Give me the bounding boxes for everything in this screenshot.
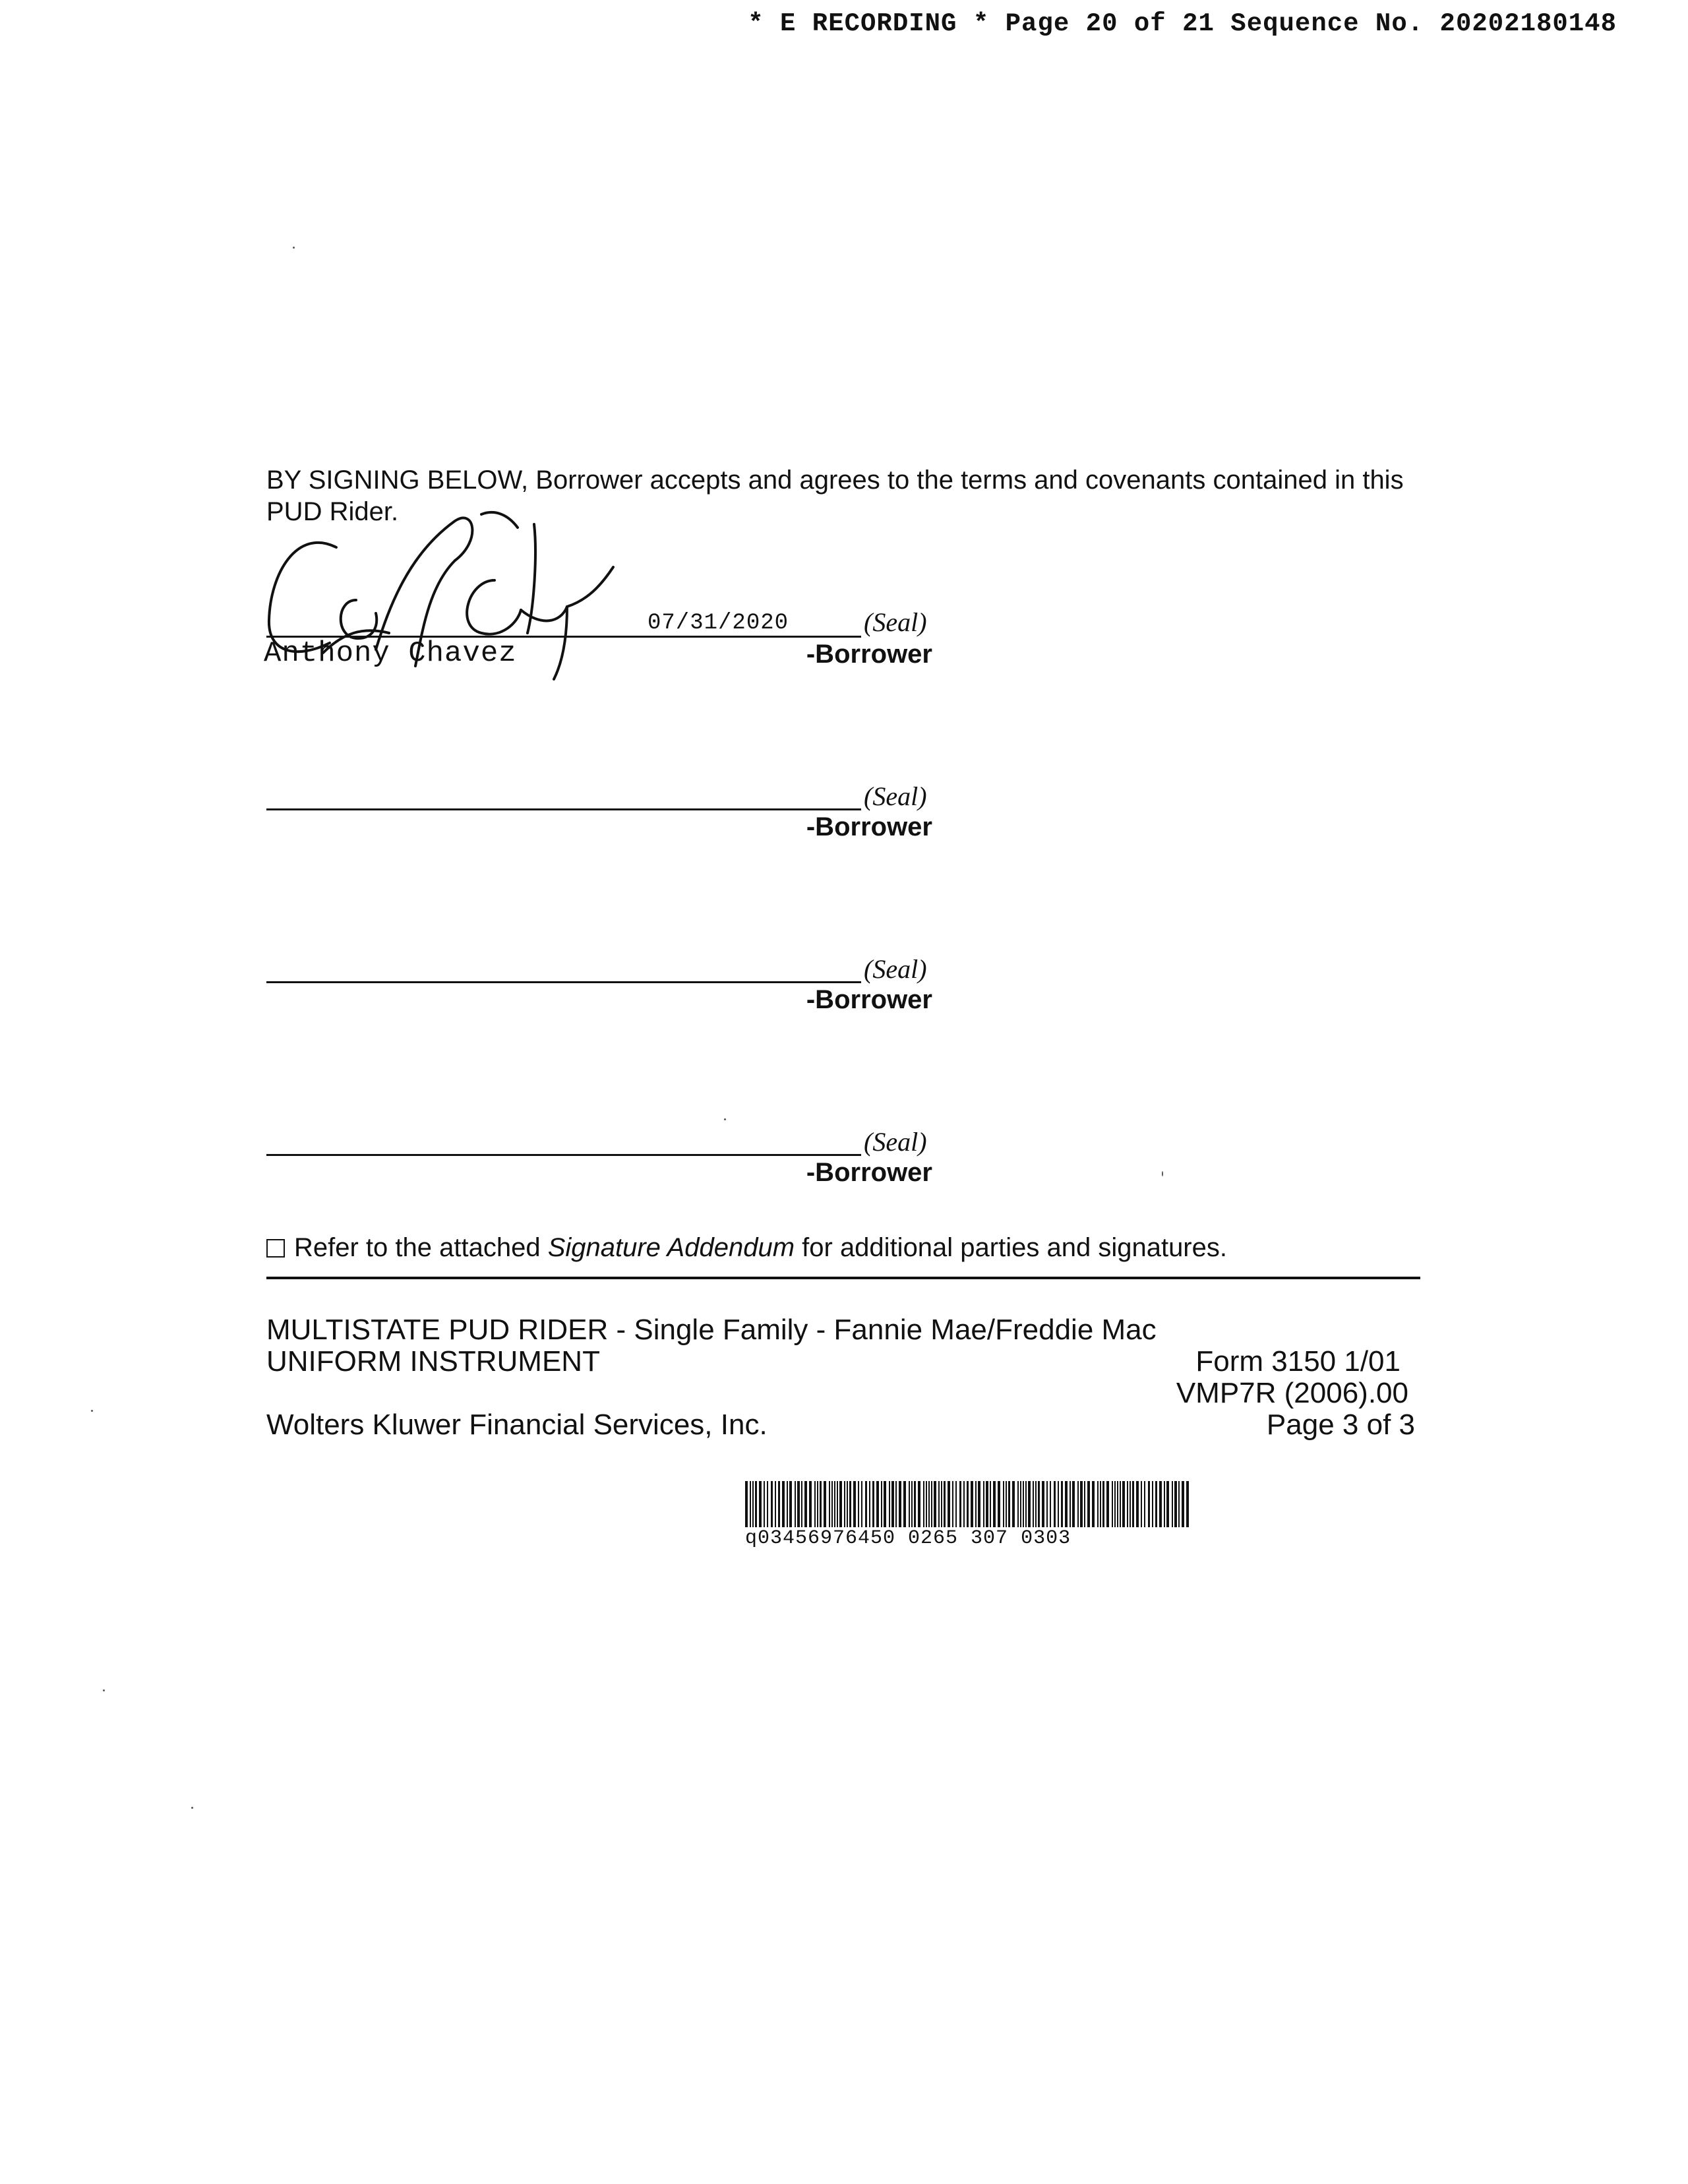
barcode [745, 1481, 1193, 1530]
barcode-bar [1046, 1481, 1048, 1527]
barcode-bar [1127, 1481, 1128, 1527]
barcode-bar [752, 1481, 754, 1527]
addendum-note [266, 1233, 1227, 1263]
barcode-bar [849, 1481, 851, 1527]
barcode-bar [1084, 1481, 1085, 1527]
barcode-bar [814, 1481, 816, 1527]
barcode-bar [1097, 1481, 1099, 1527]
barcode-bar [844, 1481, 845, 1527]
barcode-bar [1106, 1481, 1109, 1527]
barcode-bar [1033, 1481, 1034, 1527]
barcode-bar [817, 1481, 818, 1527]
barcode-bar [934, 1481, 936, 1527]
barcode-bar [1159, 1481, 1162, 1527]
barcode-bar [1070, 1481, 1071, 1527]
barcode-text: q03456976450 0265 307 0303 [745, 1527, 1071, 1550]
divider [266, 1277, 1420, 1279]
barcode-bar [1136, 1481, 1139, 1527]
barcode-bar [955, 1481, 957, 1527]
barcode-bar [797, 1481, 800, 1527]
barcode-bar [789, 1481, 792, 1527]
barcode-bar [782, 1481, 785, 1527]
barcode-bar [895, 1481, 897, 1527]
barcode-bar [767, 1481, 768, 1527]
barcode-bar [1122, 1481, 1125, 1527]
addendum-suffix: for additional parties and signatures. [795, 1233, 1227, 1262]
barcode-bar [1174, 1481, 1177, 1527]
barcode-bar [952, 1481, 953, 1527]
barcode-bar [1054, 1481, 1056, 1527]
barcode-bar [938, 1481, 940, 1527]
publisher: Wolters Kluwer Financial Services, Inc. [266, 1409, 768, 1441]
borrower-label: -Borrower [806, 640, 932, 669]
instrument-label: UNIFORM INSTRUMENT [266, 1345, 600, 1378]
signature-line [266, 1154, 861, 1156]
barcode-bar [1003, 1481, 1004, 1527]
agreement-text: BY SIGNING BELOW, Borrower accepts and agrees to the terms and covenants contained in this PUD Rider. [266, 466, 1404, 526]
barcode-bar [804, 1481, 807, 1527]
barcode-bar [1164, 1481, 1165, 1527]
barcode-bar [1077, 1481, 1079, 1527]
barcode-bar [998, 1481, 1000, 1527]
addendum-prefix: Refer to the attached [294, 1233, 548, 1262]
barcode-bar [1172, 1481, 1173, 1527]
barcode-bar [839, 1481, 842, 1527]
seal-label: (Seal) [864, 954, 927, 984]
barcode-bar [928, 1481, 930, 1527]
barcode-bar [750, 1481, 751, 1527]
barcode-bar [1023, 1481, 1024, 1527]
form-title: MULTISTATE PUD RIDER - Single Family - Fannie Mae/Freddie Mac [266, 1314, 1157, 1346]
scan-speck [91, 1410, 93, 1412]
barcode-bar [1092, 1481, 1095, 1527]
barcode-bar [831, 1481, 833, 1527]
barcode-bar [1028, 1481, 1031, 1527]
barcode-bar [944, 1481, 946, 1527]
scan-speck [293, 247, 295, 249]
barcode-bar [986, 1481, 988, 1527]
barcode-bar [872, 1481, 874, 1527]
barcode-bar [787, 1481, 788, 1527]
barcode-bar [941, 1481, 942, 1527]
barcode-bar [1117, 1481, 1118, 1527]
barcode-bar [1120, 1481, 1121, 1527]
barcode-bar [1058, 1481, 1059, 1527]
barcode-bar [1100, 1481, 1101, 1527]
barcode-bar [881, 1481, 882, 1527]
barcode-bar [778, 1481, 780, 1527]
signer-name: Anthony Chavez [264, 637, 517, 670]
barcode-bar [1008, 1481, 1010, 1527]
seal-label: (Seal) [864, 781, 927, 811]
seal-label: (Seal) [864, 607, 927, 637]
borrower-label: -Borrower [806, 812, 932, 841]
barcode-bar [853, 1481, 856, 1527]
barcode-bar [1012, 1481, 1015, 1527]
barcode-bar [801, 1481, 802, 1527]
barcode-bar [1020, 1481, 1021, 1527]
barcode-bar [865, 1481, 867, 1527]
barcode-bar [764, 1481, 765, 1527]
barcode-bar [876, 1481, 879, 1527]
barcode-bar [1141, 1481, 1142, 1527]
barcode-bar [911, 1481, 913, 1527]
barcode-bar [771, 1481, 773, 1527]
scan-speck [1162, 1171, 1163, 1176]
barcode-bar [923, 1481, 924, 1527]
barcode-bar [1114, 1481, 1116, 1527]
barcode-bar [1130, 1481, 1131, 1527]
barcode-bar [1132, 1481, 1134, 1527]
barcode-bar [869, 1481, 870, 1527]
barcode-bar [926, 1481, 927, 1527]
barcode-bar [1065, 1481, 1068, 1527]
addendum-emphasis: Signature Addendum [547, 1233, 795, 1262]
barcode-bar [1017, 1481, 1019, 1527]
barcode-bar [775, 1481, 776, 1527]
barcode-bar [1148, 1481, 1150, 1527]
barcode-bar [759, 1481, 762, 1527]
page-number: Page 3 of 3 [1266, 1409, 1415, 1441]
barcode-bar [914, 1481, 916, 1527]
barcode-bar [1038, 1481, 1040, 1527]
signature-line [266, 808, 861, 810]
barcode-bar [745, 1481, 748, 1527]
borrower-label: -Borrower [806, 1158, 932, 1187]
signature-date: 07/31/2020 [648, 611, 789, 636]
barcode-bar [889, 1481, 890, 1527]
seal-label: (Seal) [864, 1127, 927, 1157]
borrower-label: -Borrower [806, 985, 932, 1014]
barcode-bar [918, 1481, 920, 1527]
barcode-bar [858, 1481, 859, 1527]
barcode-bar [847, 1481, 848, 1527]
barcode-bar [971, 1481, 973, 1527]
barcode-bar [975, 1481, 977, 1527]
barcode-bar [1072, 1481, 1075, 1527]
form-number: Form 3150 1/01 [1195, 1345, 1401, 1378]
barcode-bar [1006, 1481, 1007, 1527]
barcode-bar [993, 1481, 996, 1527]
barcode-bar [948, 1481, 950, 1527]
barcode-bar [891, 1481, 894, 1527]
barcode-bar [978, 1481, 980, 1527]
barcode-bar [1042, 1481, 1044, 1527]
barcode-bar [829, 1481, 830, 1527]
barcode-bar [1025, 1481, 1027, 1527]
scan-speck [724, 1118, 726, 1120]
barcode-bar [755, 1481, 757, 1527]
barcode-bar [809, 1481, 812, 1527]
addendum-checkbox[interactable] [266, 1239, 285, 1258]
barcode-bar [903, 1481, 906, 1527]
barcode-bar [1050, 1481, 1051, 1527]
barcode-bar [1080, 1481, 1083, 1527]
barcode-bar [861, 1481, 862, 1527]
scan-speck [191, 1807, 193, 1809]
barcode-bar [899, 1481, 901, 1527]
barcode-bar [1152, 1481, 1153, 1527]
barcode-bar [884, 1481, 886, 1527]
barcode-bar [967, 1481, 969, 1527]
barcode-bar [1186, 1481, 1189, 1527]
recording-header: * E RECORDING * Page 20 of 21 Sequence No. 20202180148 [748, 9, 1617, 38]
barcode-bar [983, 1481, 984, 1527]
barcode-bar [1155, 1481, 1157, 1527]
barcode-bar [1061, 1481, 1063, 1527]
form-version: VMP7R (2006).00 [1176, 1377, 1408, 1409]
barcode-bar [795, 1481, 796, 1527]
barcode-bar [1166, 1481, 1169, 1527]
barcode-bar [1182, 1481, 1184, 1527]
barcode-bar [1102, 1481, 1104, 1527]
barcode-bar [931, 1481, 932, 1527]
barcode-bar [820, 1481, 822, 1527]
scan-speck [103, 1689, 105, 1691]
barcode-bar [1035, 1481, 1037, 1527]
barcode-bar [959, 1481, 961, 1527]
barcode-bar [834, 1481, 835, 1527]
barcode-bar [1144, 1481, 1145, 1527]
barcode-bar [837, 1481, 838, 1527]
barcode-bar [1178, 1481, 1180, 1527]
barcode-bar [1087, 1481, 1090, 1527]
barcode-bar [990, 1481, 991, 1527]
signature-line [266, 981, 861, 983]
barcode-bar [824, 1481, 826, 1527]
barcode-bar [963, 1481, 965, 1527]
barcode-bar [909, 1481, 910, 1527]
barcode-bar [1112, 1481, 1113, 1527]
